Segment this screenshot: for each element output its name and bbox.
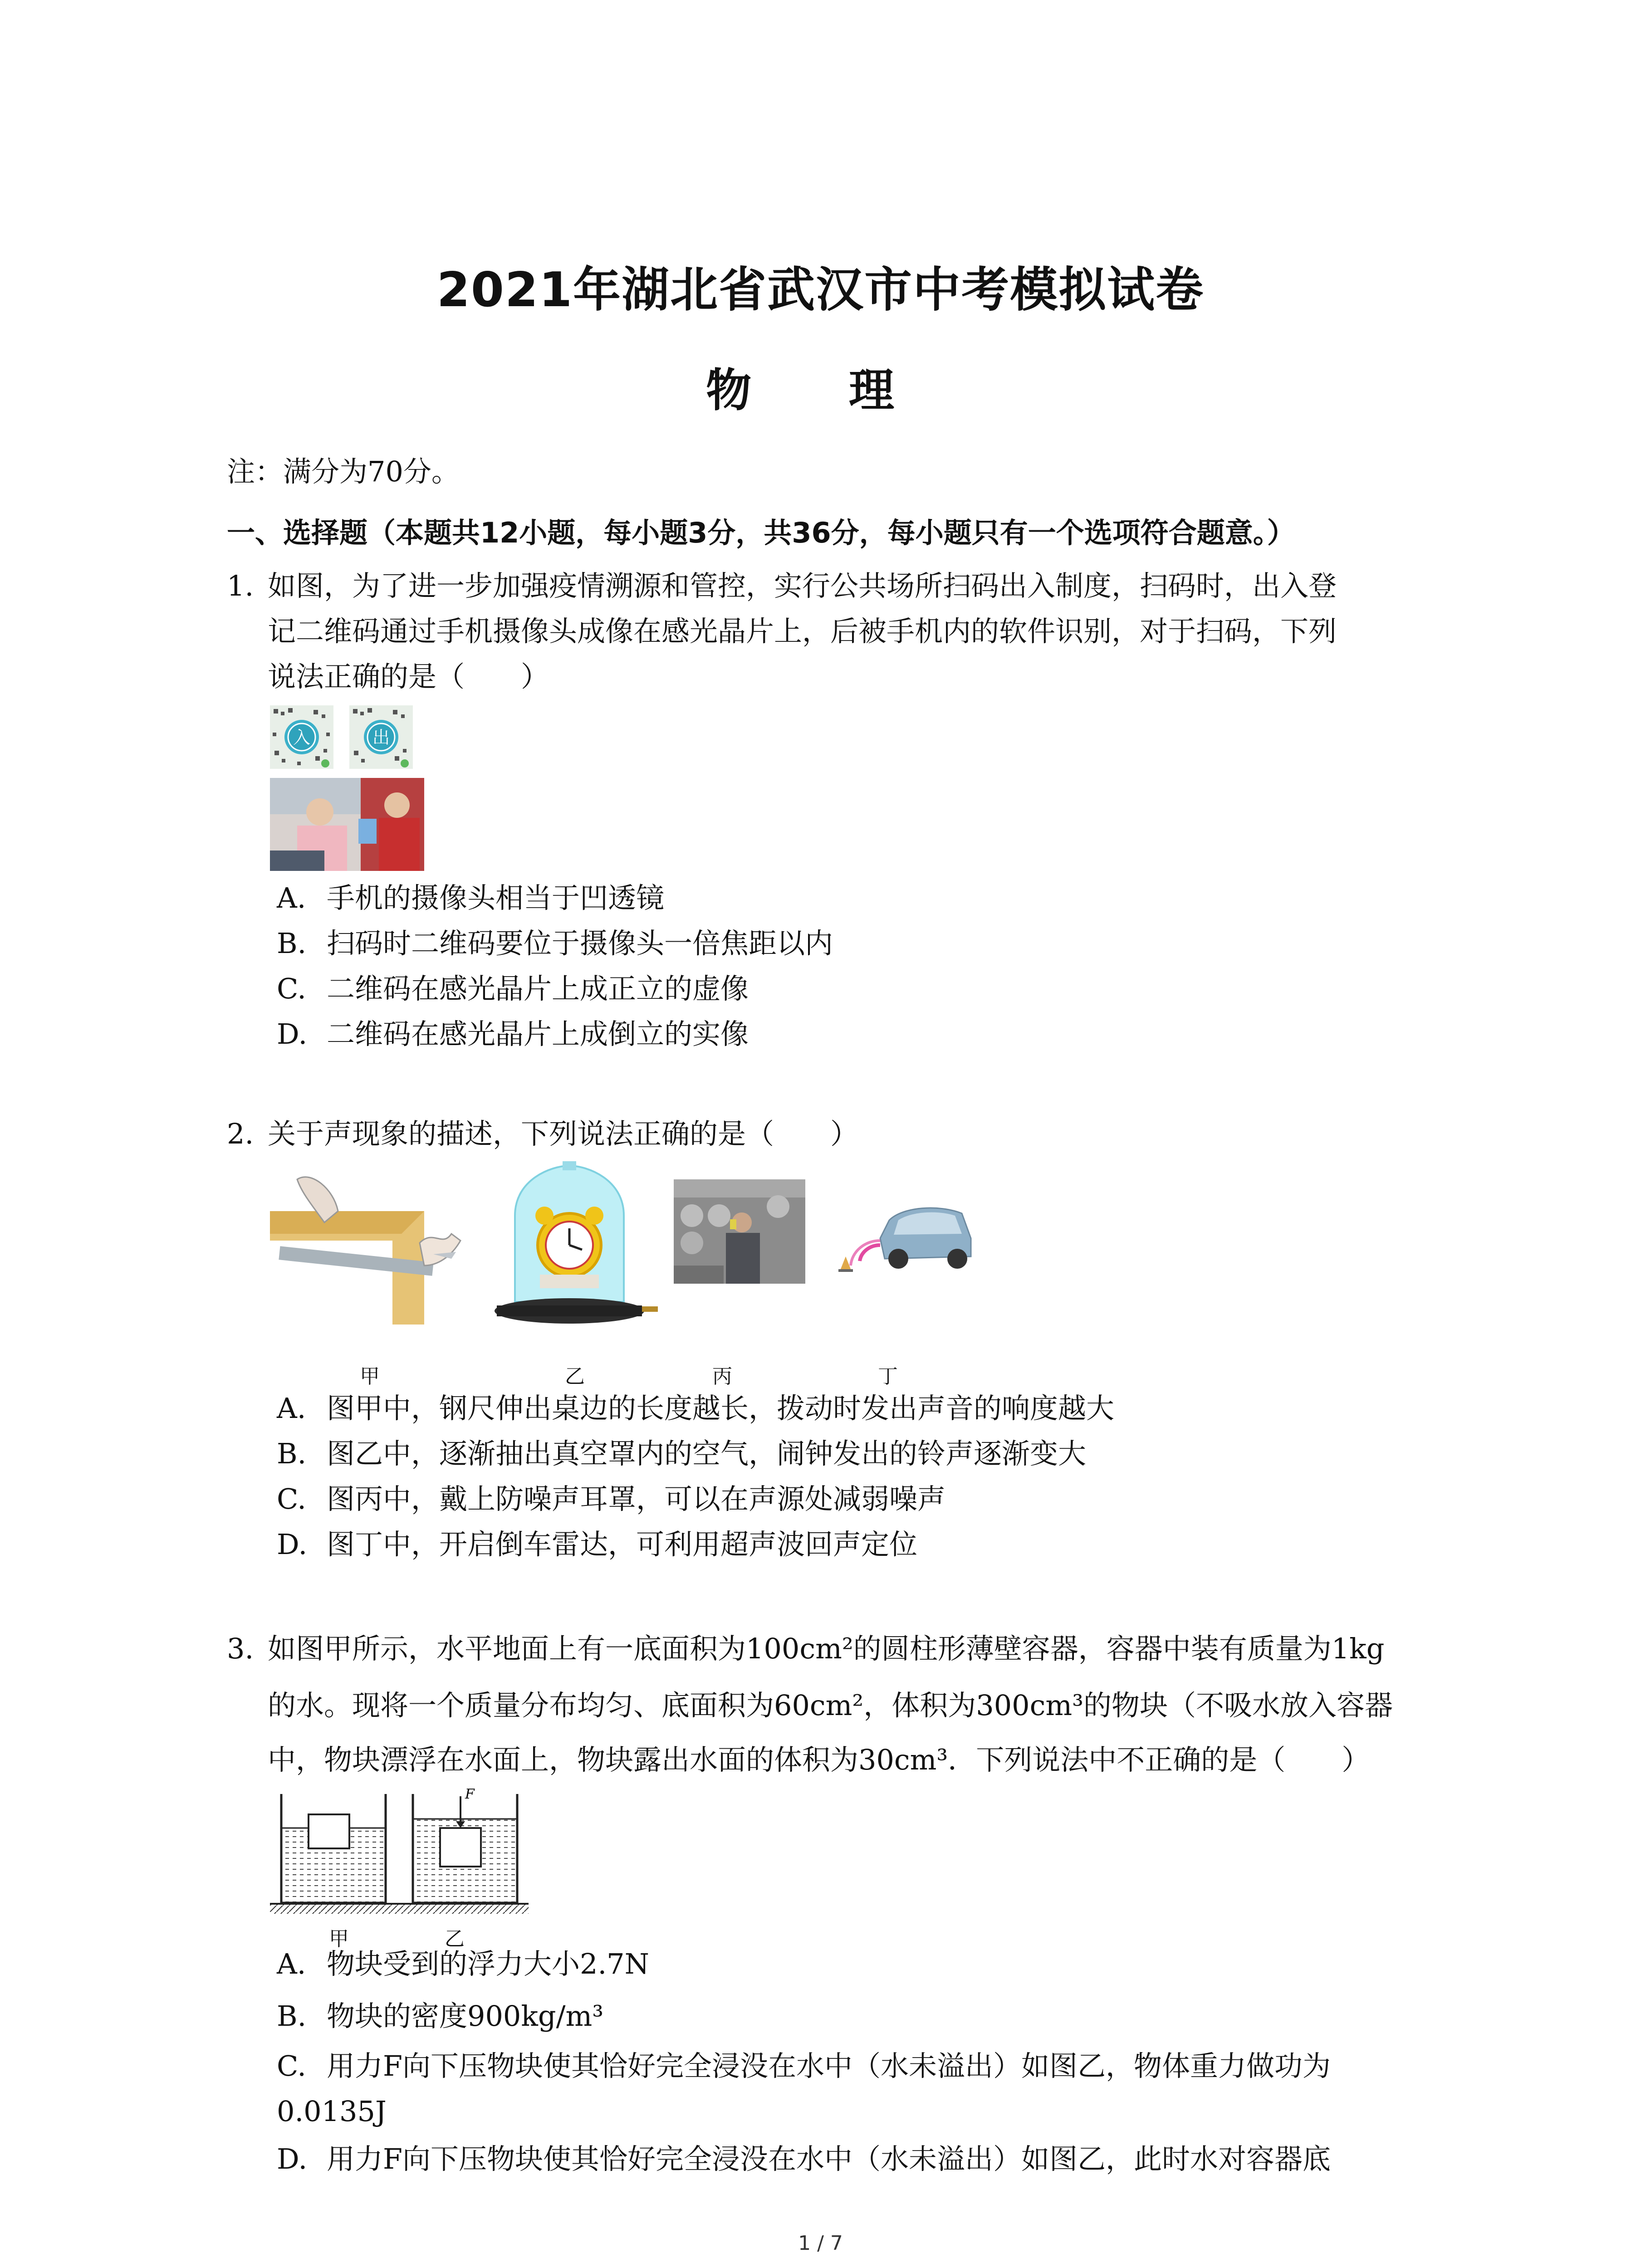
q2-caption-bing: 丙 (712, 1365, 732, 1388)
q2-option-c[interactable]: C. 图丙中，戴上防噪声耳罩，可以在声源处减弱噪声 (277, 1482, 946, 1515)
q3-stem-line2: 的水。现将一个质量分布均匀、底面积为60cm²，体积为300cm³的物块（不吸水放入容器 (268, 1689, 1393, 1722)
q3-figure (270, 1785, 533, 1921)
q3-option-a[interactable]: A. 物块受到的浮力大小2.7N (277, 1947, 649, 1980)
q2-caption-jia: 甲 (360, 1365, 380, 1388)
q2-stem-line1: 关于声现象的描述，下列说法正确的是（ ） (268, 1117, 859, 1150)
scan-photo-image (270, 778, 424, 871)
q2-figure (270, 1161, 978, 1352)
q2-caption-yi: 乙 (565, 1365, 585, 1388)
ground-hatch (270, 1904, 529, 1914)
q2-caption-ding: 丁 (878, 1365, 898, 1388)
q2-number: 2. (227, 1117, 254, 1150)
qr-code-in-icon (270, 705, 333, 769)
qr-in-label: 入 (293, 728, 311, 748)
q1-stem-line3: 说法正确的是（ ） (268, 660, 549, 693)
q1-number: 1. (227, 569, 254, 602)
q1-stem-line1: 如图，为了进一步加强疫情溯源和管控，实行公共场所扫码出入制度，扫码时，出入登 (268, 569, 1337, 602)
q1-option-d[interactable]: D. 二维码在感光晶片上成倒立的实像 (277, 1017, 749, 1051)
bell-jar-clock-image (495, 1161, 658, 1324)
q1-option-b[interactable]: B. 扫码时二维码要位于摄像头一倍焦距以内 (277, 927, 833, 960)
qr-out-label: 出 (372, 728, 390, 748)
q1-option-c[interactable]: C. 二维码在感光晶片上成正立的虚像 (277, 972, 749, 1005)
q3-stem-line1: 如图甲所示，水平地面上有一底面积为100cm²的圆柱形薄壁容器，容器中装有质量为1kg (268, 1632, 1385, 1665)
q1-stem-line2: 记二维码通过手机摄像头成像在感光晶片上，后被手机内的软件识别，对于扫码，下列 (268, 615, 1337, 648)
q2-option-d[interactable]: D. 图丁中，开启倒车雷达，可利用超声波回声定位 (277, 1528, 918, 1561)
q2-option-b[interactable]: B. 图乙中，逐渐抽出真空罩内的空气，闹钟发出的铃声逐渐变大 (277, 1437, 1087, 1470)
q3-stem-line3: 中，物块漂浮在水面上，物块露出水面的体积为30cm³．下列说法中不正确的是（ ） (268, 1743, 1370, 1776)
q1-figure (270, 705, 426, 873)
q3-option-c[interactable]: C. 用力F向下压物块使其恰好完全浸没在水中（水未溢出）如图乙，物体重力做功为 (277, 2049, 1331, 2082)
section-heading: 一、选择题（本题共12小题，每小题3分，共36分，每小题只有一个选项符合题意。） (227, 516, 1295, 549)
page-number: 1 / 7 (798, 2232, 843, 2255)
score-note: 注：满分为70分。 (227, 455, 460, 488)
factory-worker-image (674, 1179, 805, 1284)
q3-caption-jia: 甲 (329, 1927, 349, 1950)
q3-option-d[interactable]: D. 用力F向下压物块使其恰好完全浸没在水中（水未溢出）如图乙，此时水对容器底 (277, 2142, 1331, 2175)
ruler-desk-image (270, 1177, 460, 1325)
q3-option-b[interactable]: B. 物块的密度900kg/m³ (277, 1999, 604, 2033)
subject-title: 物 理 (706, 364, 935, 417)
container-jia-diagram (281, 1794, 386, 1903)
q2-option-a[interactable]: A. 图甲中，钢尺伸出桌边的长度越长，拨动时发出声音的响度越大 (277, 1392, 1115, 1425)
q3-option-c-continued: 0.0135J (277, 2095, 387, 2128)
container-yi-diagram (413, 1786, 517, 1903)
q3-number: 3. (227, 1632, 254, 1665)
page-title: 2021年湖北省武汉市中考模拟试卷 (436, 262, 1205, 318)
force-f-label: F (465, 1786, 475, 1802)
qr-code-out-icon (349, 705, 413, 769)
car-radar-image (838, 1208, 971, 1272)
q3-caption-yi: 乙 (445, 1927, 465, 1950)
q1-option-a[interactable]: A. 手机的摄像头相当于凹透镜 (277, 881, 665, 914)
